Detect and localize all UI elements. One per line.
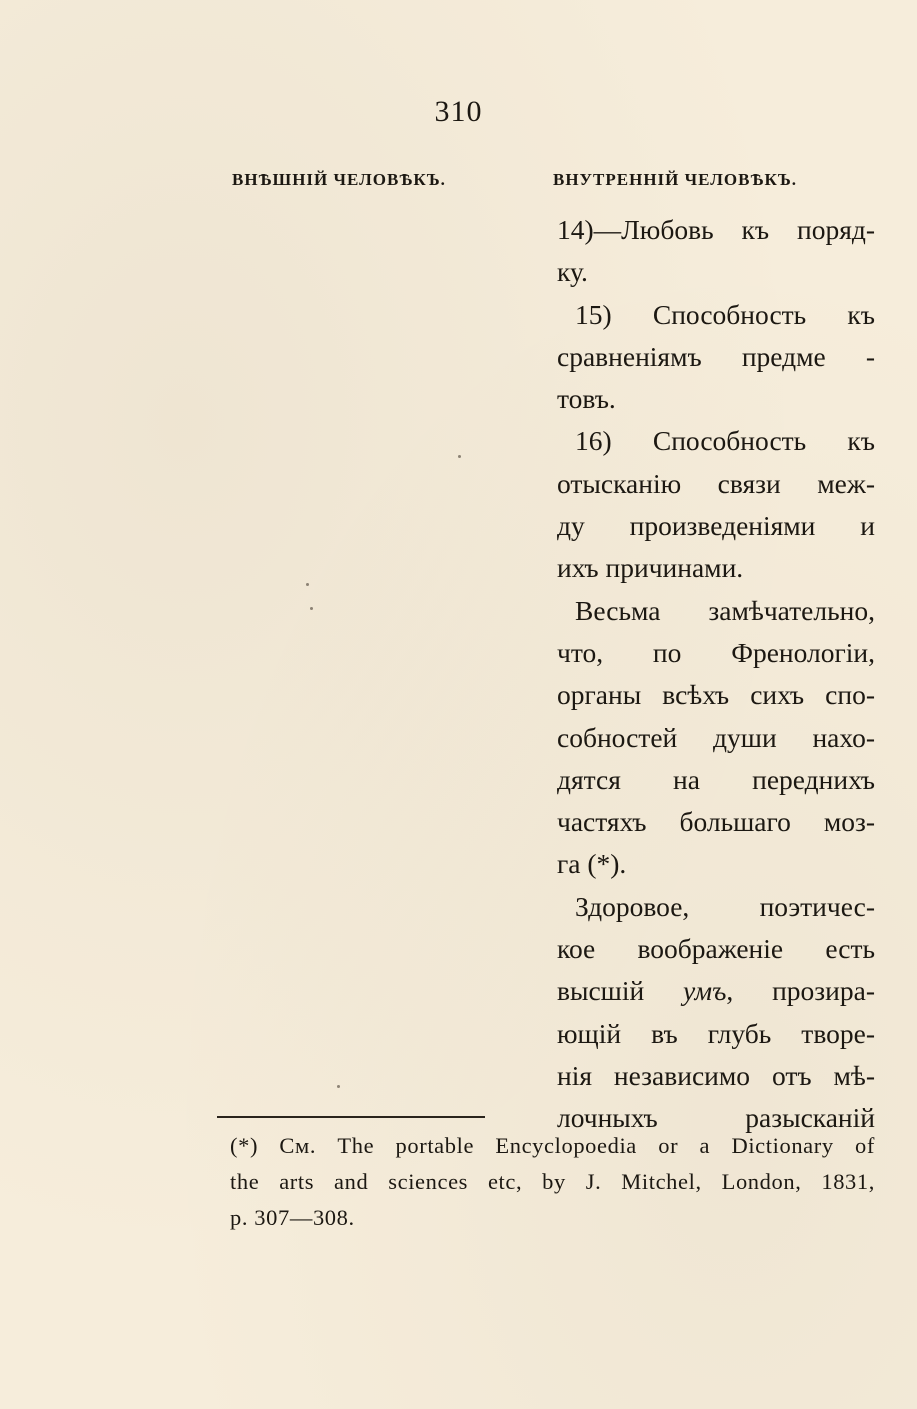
- text-line: частяхъ большаго моз-: [557, 806, 875, 838]
- heading-outer-man: ВНѢШНІЙ ЧЕЛОВѢКЪ.: [232, 170, 446, 189]
- text-line: что, по Френологіи,: [557, 636, 875, 668]
- text-line: га (*).: [557, 848, 627, 880]
- text-line: 16) Способность къ: [575, 425, 875, 457]
- main-text-column: [557, 209, 875, 1140]
- footnote-line: p. 307—308.: [230, 1205, 355, 1230]
- text-line: 15) Способность къ: [575, 298, 875, 330]
- text-line: Здоровое, поэтичес-: [575, 890, 875, 922]
- text-line: нія независимо отъ мѣ-: [557, 1059, 875, 1091]
- text-line: кое воображеніе есть: [557, 933, 875, 965]
- page-number: 310: [434, 95, 483, 128]
- text-line: собностей души нахо-: [557, 721, 875, 753]
- heading-inner-man: ВНУТРЕННІЙ ЧЕЛОВѢКЪ.: [553, 170, 798, 189]
- text-line: Весьма замѣчательно,: [575, 594, 875, 626]
- text-line: 14)—Любовь къ поряд-: [557, 214, 875, 245]
- text-line: высшій умъ, прозира-: [557, 975, 875, 1007]
- footnote-line: (*) См. The portable Encyclopoedia or a Dictionary of: [230, 1133, 875, 1158]
- text-line: дятся на переднихъ: [557, 763, 875, 795]
- text-line: товъ.: [557, 383, 616, 415]
- text-line: сравненіямъ предме -: [557, 340, 875, 372]
- text-line: органы всѣхъ сихъ спо-: [557, 679, 875, 711]
- text-line: ющій въ глубь творе-: [557, 1017, 875, 1049]
- text-line: лочныхъ разысканій: [557, 1102, 875, 1134]
- text-line: ду произведеніями и: [557, 510, 875, 542]
- footnote-line: the arts and sciences etc, by J. Mitchel, London, 1831,: [230, 1169, 875, 1194]
- text-line: ку.: [557, 256, 588, 288]
- footnote: [230, 1128, 875, 1236]
- text-line: отысканію связи меж-: [557, 467, 875, 499]
- emphasis: умъ: [683, 975, 727, 1007]
- footnote-separator: [217, 1116, 485, 1118]
- text-line: ихъ причинами.: [557, 552, 744, 584]
